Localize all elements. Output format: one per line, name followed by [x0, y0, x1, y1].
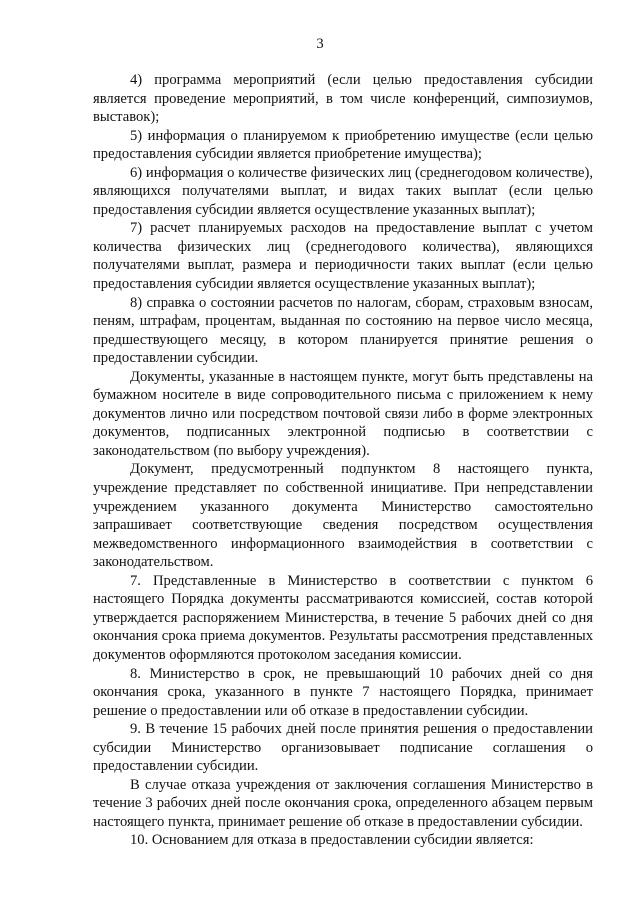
paragraph-document-own-initiative: Документ, предусмотренный подпунктом 8 настоящего пункта, учреждение представляет по собственной инициативе. При непредставлении учреждением указанного документа Министерство самостоятельно запрашивает соответствующие сведения посредством осуществления межведомственного информационного взаимодействия в соответствии с законодательством.: [93, 461, 593, 571]
paragraph-clause-9: 9. В течение 15 рабочих дней после принятия решения о предоставлении субсидии Министерство организовывает подписание соглашения о предоставлении субсидии.: [93, 721, 593, 775]
document-body: [93, 71, 593, 850]
paragraph-item-8: 8) справка о состоянии расчетов по налогам, сборам, страховым взносам, пеням, штрафам, процентам, выданная по состоянию на первое число месяца, предшествующего месяцу, в котором планируется принятие решения о предоставлении субсидии.: [93, 294, 593, 367]
paragraph-item-4: 4) программа мероприятий (если целью предоставления субсидии является проведение мероприятий, в том числе конференций, симпозиумов, выставок);: [93, 72, 593, 126]
paragraph-refusal-case: В случае отказа учреждения от заключения соглашения Министерство в течение 3 рабочих дней после окончания срока, определенного абзацем первым настоящего пункта, принимает решение об отказе в предоставлении субсидии.: [93, 776, 593, 830]
paragraph-clause-10: 10. Основанием для отказа в предоставлении субсидии является:: [130, 832, 534, 849]
paragraph-documents-submission: Документы, указанные в настоящем пункте, могут быть представлены на бумажном носителе в виде сопроводительного письма с приложением к нему документов лично или посредством почтовой связи либо в форме электронных документов, подписанных электронной подписью в соответствии с законодательством (по выбору учреждения).: [93, 368, 593, 459]
paragraph-clause-8: 8. Министерство в срок, не превышающий 10 рабочих дней со дня окончания срока, указанного в пункте 7 настоящего Порядка, принимает решение о предоставлении или об отказе в предоставлении субсидии.: [93, 665, 593, 719]
paragraph-item-5: 5) информация о планируемом к приобретению имуществе (если целью предоставления субсидии является приобретение имущества);: [93, 127, 593, 163]
page-number: 3: [316, 36, 324, 52]
paragraph-item-7: 7) расчет планируемых расходов на предоставление выплат с учетом количества физических лиц (среднегодового количества), являющихся получателями выплат, размера и периодичности таких выплат (если целью предоставления субсидии является осуществление указанных выплат);: [93, 220, 593, 293]
paragraph-item-6: 6) информация о количестве физических лиц (среднегодовом количестве), являющихся получателями выплат, и видах таких выплат (если целью предоставления субсидии является осуществление указанных выплат);: [93, 164, 593, 218]
paragraph-clause-7: 7. Представленные в Министерство в соответствии с пунктом 6 настоящего Порядка документы рассматриваются комиссией, состав которой утверждается распоряжением Министерства, в течение 5 рабочих дней со дня окончания срока приема документов. Результаты рассмотрения представленных документов оформляются протоколом заседания комиссии.: [93, 572, 593, 663]
